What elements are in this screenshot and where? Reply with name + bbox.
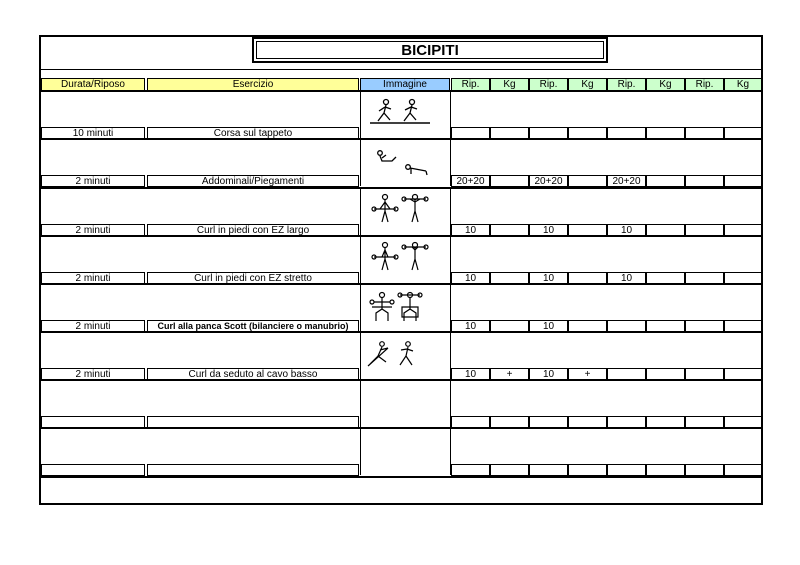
durata-cell: 2 minuti: [41, 368, 145, 380]
header-kg-2: Kg: [568, 78, 607, 91]
row-divider: [40, 138, 762, 140]
header-durata: Durata/Riposo: [41, 78, 145, 91]
header-immagine: Immagine: [360, 78, 450, 91]
header-rip-1: Rip.: [451, 78, 490, 91]
row-divider: [40, 427, 762, 429]
set-cell: [568, 175, 607, 187]
title-box: [252, 37, 608, 63]
durata-cell: 2 minuti: [41, 320, 145, 332]
durata-cell: 10 minuti: [41, 127, 145, 139]
header-rip-2: Rip.: [529, 78, 568, 91]
set-cell: 20+20: [607, 175, 646, 187]
set-cell: 10: [607, 272, 646, 284]
set-cell: 10: [529, 320, 568, 332]
durata-cell: 2 minuti: [41, 224, 145, 236]
set-cell: 10: [607, 224, 646, 236]
image-col-left-border: [360, 188, 361, 235]
header-kg-4: Kg: [724, 78, 762, 91]
esercizio-cell: Curl in piedi con EZ largo: [147, 224, 359, 236]
durata-cell: 2 minuti: [41, 272, 145, 284]
set-cell: 10: [451, 272, 490, 284]
esercizio-cell: Corsa sul tappeto: [147, 127, 359, 139]
set-cell: [490, 464, 529, 476]
row-divider: [40, 90, 762, 92]
set-cell: +: [490, 368, 529, 380]
standing-ez-curl-narrow-icon: [370, 241, 432, 273]
standing-ez-curl-wide-icon: [370, 193, 432, 225]
set-cell: [685, 464, 724, 476]
image-col-left-border: [360, 236, 361, 283]
set-cell: [568, 464, 607, 476]
image-col-left-border: [360, 332, 361, 379]
seated-cable-curl-icon: [364, 338, 422, 368]
header-esercizio: Esercizio: [147, 78, 359, 91]
set-cell: [724, 464, 762, 476]
set-cell: 10: [529, 368, 568, 380]
situps-pushups-icon: [370, 147, 430, 177]
scott-bench-curl-icon: [368, 289, 430, 323]
set-cell: 10: [451, 368, 490, 380]
header-kg-3: Kg: [646, 78, 685, 91]
durata-cell: 2 minuti: [41, 175, 145, 187]
set-cell: 20+20: [451, 175, 490, 187]
page-title: BICIPITI: [256, 41, 604, 59]
esercizio-cell: Curl in piedi con EZ stretto: [147, 272, 359, 284]
set-cell: [451, 464, 490, 476]
row-divider: [40, 235, 762, 237]
set-cell: [646, 464, 685, 476]
image-col-left-border: [360, 91, 361, 138]
esercizio-cell: Addominali/Piegamenti: [147, 175, 359, 187]
row-divider: [40, 283, 762, 285]
esercizio-cell: [147, 464, 359, 476]
esercizio-cell: Curl da seduto al cavo basso: [147, 368, 359, 380]
set-cell: 10: [529, 224, 568, 236]
set-cell: [685, 175, 724, 187]
set-cell: 20+20: [529, 175, 568, 187]
header-kg-1: Kg: [490, 78, 529, 91]
set-cell: 10: [451, 224, 490, 236]
image-col-left-border: [360, 428, 361, 475]
set-cell: [490, 175, 529, 187]
row-divider: [40, 379, 762, 381]
image-col-left-border: [360, 139, 361, 186]
set-cell: +: [568, 368, 607, 380]
set-cell: 10: [451, 320, 490, 332]
header-rip-3: Rip.: [607, 78, 646, 91]
running-figures-icon: [368, 97, 432, 127]
row-divider: [40, 187, 762, 189]
row-divider: [40, 331, 762, 333]
image-col-left-border: [360, 380, 361, 427]
set-cell: [646, 175, 685, 187]
row-divider: [40, 476, 762, 478]
durata-cell: [41, 464, 145, 476]
set-cell: [607, 464, 646, 476]
header-rip-4: Rip.: [685, 78, 724, 91]
set-cell: [529, 464, 568, 476]
set-cell: [724, 175, 762, 187]
set-cell: 10: [529, 272, 568, 284]
esercizio-cell: Curl alla panca Scott (bilanciere o manubrio): [147, 320, 359, 332]
title-divider: [40, 69, 762, 70]
image-col-left-border: [360, 284, 361, 331]
